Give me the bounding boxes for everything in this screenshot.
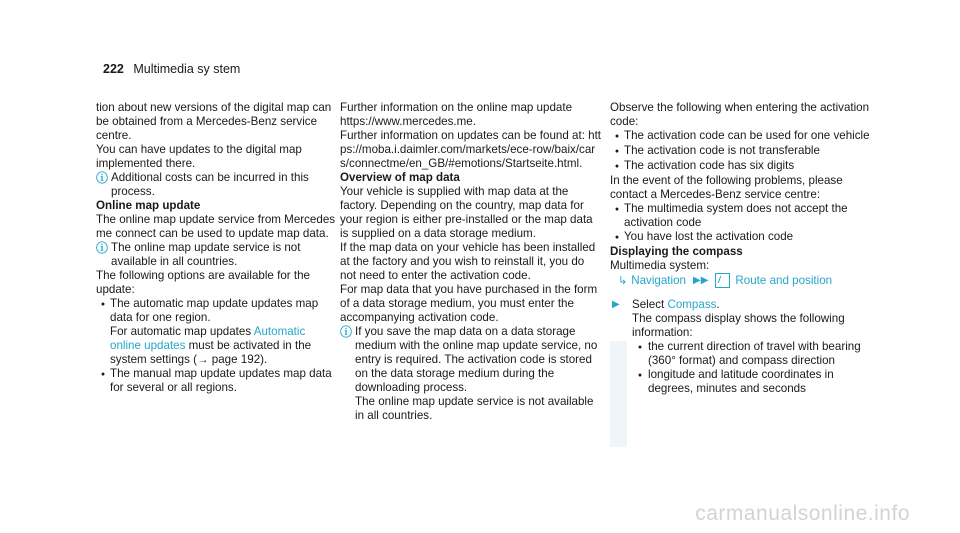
list-sub-paragraph [96, 325, 336, 367]
paragraph: The compass display shows the following information: [632, 312, 845, 339]
list-item-text: The activation code can be used for one vehicle [624, 129, 870, 142]
text: must be activated in the system settings (→ page 192). [110, 339, 312, 366]
instruction-step [610, 298, 870, 396]
menu-path [610, 273, 870, 288]
column-2 [340, 101, 602, 423]
bullet-icon [96, 297, 110, 325]
section-heading: Online map update [96, 199, 201, 212]
list-item [610, 230, 870, 245]
list-item [610, 202, 870, 230]
info-icon: ⓘ [96, 241, 109, 255]
list-item-text: The activation code has six digits [624, 159, 795, 172]
note-text: The online map update service is not available in all countries. [111, 241, 301, 268]
section-title: Multimedia sy stem [133, 62, 241, 76]
text: For automatic map updates [110, 325, 254, 338]
compass-option-link[interactable]: Compass [667, 298, 717, 311]
list-item [632, 340, 870, 368]
bullet-icon [632, 340, 648, 368]
bullet-icon [610, 144, 624, 159]
note-text: Additional costs can be incurred in this process. [111, 171, 309, 198]
paragraph: The following options are available for the update: [96, 269, 310, 296]
paragraph: Multimedia system: [610, 259, 710, 272]
list-item-text: longitude and latitude coordinates in degrees, minutes and seconds [648, 368, 834, 395]
list-item [610, 144, 870, 159]
step-sub-list [632, 340, 870, 396]
bullet-icon [610, 129, 624, 144]
list-item [632, 368, 870, 396]
paragraph: Observe the following when entering the activation code: [610, 101, 870, 128]
paragraph: Further information on the online map update https://www.mercedes.me. [340, 101, 573, 128]
paragraph: For map data that you have purchased in the form of a data storage medium, you must enter the accompanying activation code. [340, 283, 598, 324]
bullet-icon [610, 202, 624, 230]
note-text-part: The online map update service is not available in all countries. [355, 395, 594, 422]
paragraph: Further information on updates can be found at: https://moba.i.daimler.com/markets/ece-row/baix/cars/connectme/en_GB/#emotions/Startseite.html. [340, 129, 602, 170]
list-item-text: The automatic map update updates map data for one region. [110, 297, 319, 324]
info-icon: ⓘ [96, 171, 109, 185]
text: . [716, 298, 720, 311]
column-1 [96, 101, 336, 395]
bullet-icon [610, 230, 624, 245]
step-text [632, 298, 870, 312]
note-text-part: If you save the map data on a data storage medium with the online map update service, no entry is required. The activation code is stored on the data storage medium during the downloading process. [355, 325, 598, 394]
step-triangle-icon: ▶ [612, 299, 620, 310]
navigation-menu-link[interactable]: Navigation [631, 273, 687, 287]
automatic-online-updates-link[interactable]: Automatic online updates [110, 325, 306, 352]
list-item-text: The manual map update updates map data for several or all regions. [110, 367, 332, 394]
route-icon [715, 273, 730, 288]
info-note [96, 241, 336, 269]
note-text [355, 325, 602, 423]
text: Select [632, 298, 668, 311]
watermark: carmanualsonline.info [695, 502, 910, 525]
paragraph: The online map update service from Mercedes me connect can be used to update map data. [96, 213, 336, 240]
info-note [340, 325, 602, 423]
bullet-icon [96, 367, 110, 395]
paragraph: tion about new versions of the digital map can be obtained from a Mercedes-Benz service centre. [96, 101, 332, 142]
info-note [96, 171, 336, 199]
bullet-icon [610, 159, 624, 174]
section-heading: Overview of map data [340, 171, 460, 184]
double-chevron-icon: ▶▶ [693, 274, 709, 286]
section-heading: Displaying the compass [610, 245, 743, 258]
list-item [96, 297, 336, 325]
list-item-text: The multimedia system does not accept the activation code [624, 202, 848, 229]
list-item [610, 159, 870, 174]
page-number: 222 [103, 62, 124, 76]
list-item-text: the current direction of travel with bearing (360° format) and compass direction [648, 340, 861, 367]
arrow-hook-icon: ↳ [618, 274, 628, 287]
step-body [632, 298, 870, 396]
column-3 [610, 101, 870, 396]
page-header [103, 62, 240, 76]
paragraph: In the event of the following problems, please contact a Mercedes-Benz service centre: [610, 174, 843, 201]
paragraph: Your vehicle is supplied with map data at the factory. Depending on the country, map data for your region is either pre-installed or the map data is supplied on a data storage medium. [340, 185, 593, 240]
paragraph: If the map data on your vehicle has been installed at the factory and you wish to reinstall it, you do not need to enter the activation code. [340, 241, 596, 282]
list-item [610, 129, 870, 144]
list-item-text: The activation code is not transferable [624, 144, 820, 157]
info-icon: ⓘ [340, 325, 353, 339]
list-item-text: You have lost the activation code [624, 230, 794, 243]
route-and-position-link[interactable]: Route and position [735, 273, 833, 287]
bullet-icon [632, 368, 648, 396]
paragraph: You can have updates to the digital map implemented there. [96, 143, 302, 170]
list-item [96, 367, 336, 395]
